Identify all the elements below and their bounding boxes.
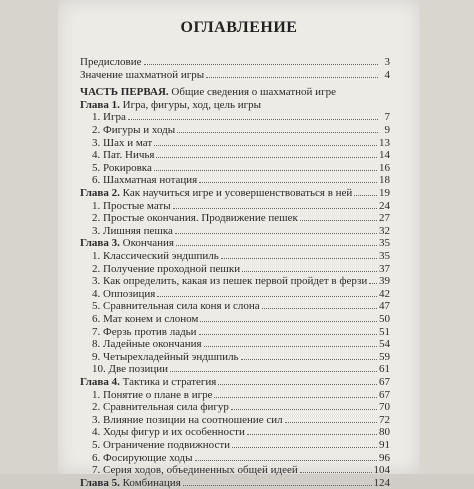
toc-page-number: 18	[379, 174, 390, 187]
toc-prefix: Глава 4.	[80, 376, 120, 388]
toc-item	[80, 338, 390, 350]
toc-label: 1. Простые маты	[92, 199, 171, 212]
toc-page-number: 42	[379, 287, 390, 300]
toc-item	[80, 326, 390, 338]
toc-label: 5. Сравнительная сила коня и слона	[92, 300, 260, 313]
toc-page-number: 37	[379, 262, 390, 275]
toc-page-number: 51	[379, 325, 390, 338]
toc-prefix: Глава 5.	[80, 476, 120, 489]
toc-label: 5. Ограничение подвижности	[92, 439, 231, 451]
toc-item	[80, 200, 390, 212]
toc-item	[80, 389, 390, 401]
toc-label	[80, 477, 181, 489]
toc-page-number: 27	[379, 212, 390, 225]
toc-label	[80, 86, 336, 98]
dot-leader	[156, 157, 377, 158]
toc-label: 3. Лишняя пешка	[92, 224, 173, 237]
page-title: ОГЛАВЛЕНИЕ	[180, 19, 298, 36]
toc-prefix: Глава 1.	[80, 98, 120, 111]
toc-label: 6. Мат конем и слоном	[92, 313, 199, 325]
toc-item	[80, 313, 390, 325]
dot-leader	[206, 77, 378, 78]
dot-leader	[199, 182, 377, 183]
dot-leader	[154, 145, 377, 146]
toc-item	[80, 250, 390, 262]
toc-label: Предисловие	[80, 56, 142, 68]
dot-leader	[354, 195, 377, 196]
toc-page-number: 35	[379, 250, 390, 262]
toc-label: 4. Оппозиция	[92, 287, 156, 300]
toc-page-number: 70	[379, 401, 390, 414]
toc-page-number: 24	[379, 199, 390, 212]
toc-label: Значение шахматной игры	[80, 68, 205, 81]
toc-page-number: 67	[379, 388, 390, 401]
toc-chapter	[80, 187, 390, 199]
toc-prefix: ЧАСТЬ ПЕРВАЯ.	[80, 86, 169, 99]
toc-label: 2. Фигуры и ходы	[92, 124, 176, 136]
toc-label: 10. Две позиции	[92, 363, 169, 376]
toc-part	[80, 86, 390, 98]
toc-title: Окончания	[119, 237, 174, 250]
toc-label	[80, 237, 174, 249]
toc-page-number: 32	[379, 224, 390, 237]
toc-page-number: 4	[384, 68, 390, 81]
dot-leader	[128, 119, 378, 120]
toc-item	[80, 212, 390, 224]
dot-leader	[242, 271, 377, 272]
toc-label: 3. Как определить, какая из пешек первой пройдет в ферзи	[92, 275, 368, 288]
dot-leader	[262, 308, 377, 309]
toc-label: 7. Ферзь против ладьи	[92, 325, 197, 338]
dot-leader	[285, 422, 377, 423]
dot-leader	[170, 371, 377, 372]
toc-label: 8. Ладейные окончания	[92, 338, 202, 351]
toc-label: 1. Понятие о плане в игре	[92, 388, 213, 401]
toc-label: 6. Шахматная нотация	[92, 174, 198, 187]
dot-leader	[144, 64, 379, 65]
toc-page-number: 7	[384, 111, 390, 124]
toc-item	[80, 414, 390, 426]
toc-page-number: 50	[379, 313, 390, 325]
toc-item	[80, 426, 390, 438]
dot-leader	[200, 321, 377, 322]
toc-label: 2. Простые окончания. Продвижение пешек	[92, 212, 298, 225]
toc-page-number: 91	[379, 439, 390, 451]
dot-leader	[154, 170, 377, 171]
toc-label: 4. Ходы фигур и их особенности	[92, 426, 245, 439]
toc-label: 1. Игра	[92, 111, 126, 124]
toc-prefix: Глава 3.	[80, 237, 120, 250]
toc-item	[80, 401, 390, 413]
toc-page-number: 13	[379, 136, 390, 149]
toc-page-number: 104	[373, 464, 390, 477]
dot-leader	[176, 245, 377, 246]
toc-page-number: 9	[384, 124, 390, 136]
toc-item	[80, 174, 390, 186]
dot-leader	[177, 132, 378, 133]
book-page	[58, 0, 420, 489]
toc-item	[80, 111, 390, 123]
toc-chapter	[80, 477, 390, 489]
dot-leader	[247, 434, 377, 435]
toc-label: 1. Классический эндшпиль	[92, 250, 219, 262]
toc-page-number: 59	[379, 350, 390, 363]
background-right	[420, 0, 474, 474]
toc-item	[80, 263, 390, 275]
toc-item	[80, 363, 390, 375]
toc-label: 3. Шах и мат	[92, 136, 153, 149]
dot-leader	[157, 296, 377, 297]
toc-label: 6. Фосирующие ходы	[92, 451, 193, 464]
toc-item	[80, 351, 390, 363]
toc-label: 9. Четырехладейный эндшпиль	[92, 350, 239, 363]
toc-item	[80, 439, 390, 451]
toc-page-number: 67	[379, 376, 390, 388]
toc-title: Комбинация	[119, 476, 181, 489]
toc-page-number: 39	[379, 275, 390, 288]
toc-label	[80, 99, 261, 111]
toc-label: 3. Влияние позиции на соотношение сил	[92, 413, 283, 426]
toc-page-number: 47	[379, 300, 390, 313]
toc-item	[80, 124, 390, 136]
toc-entry	[80, 56, 390, 68]
toc-label: 2. Получение проходной пешки	[92, 262, 241, 275]
toc-page-number: 14	[379, 149, 390, 162]
dot-leader	[195, 460, 377, 461]
toc-item	[80, 464, 390, 476]
toc-title: Игра, фигуры, ход, цель игры	[119, 98, 262, 111]
toc-label: 2. Сравнительная сила фигур	[92, 401, 229, 414]
toc-item	[80, 137, 390, 149]
toc-title: Как научиться игре и усовершенствоваться в ней	[119, 187, 353, 199]
toc-page-number: 80	[379, 426, 390, 439]
dot-leader	[214, 397, 377, 398]
toc-prefix: Глава 2.	[80, 187, 120, 199]
toc-title: Тактика и стратегия	[119, 376, 217, 388]
dot-leader	[369, 283, 377, 284]
toc-page-number: 124	[373, 476, 390, 489]
toc-chapter	[80, 237, 390, 249]
toc-item	[80, 275, 390, 287]
toc-entry	[80, 69, 390, 81]
toc-item	[80, 225, 390, 237]
dot-leader	[300, 472, 372, 473]
toc-item	[80, 149, 390, 161]
toc-chapter	[80, 99, 390, 111]
dot-leader	[300, 220, 377, 221]
toc-page-number: 72	[379, 413, 390, 426]
dot-leader	[231, 409, 377, 410]
dot-leader	[232, 447, 377, 448]
toc-item	[80, 162, 390, 174]
dot-leader	[199, 334, 377, 335]
toc-page-number: 19	[379, 187, 390, 199]
toc-chapter	[80, 376, 390, 388]
toc-label: 7. Серия ходов, объединенных общей идеей	[92, 464, 298, 477]
toc-label	[80, 187, 352, 199]
toc-label: 5. Рокировка	[92, 161, 152, 174]
toc-item	[80, 288, 390, 300]
toc-page-number: 96	[379, 451, 390, 464]
toc-title: Общие сведения о шахматной игре	[168, 86, 336, 99]
dot-leader	[218, 384, 377, 385]
dot-leader	[173, 208, 377, 209]
toc-page-number: 3	[384, 56, 390, 68]
toc-label: 4. Пат. Ничья	[92, 149, 155, 162]
dot-leader	[183, 485, 372, 486]
dot-leader	[221, 258, 377, 259]
dot-leader	[204, 346, 377, 347]
dot-leader	[241, 359, 377, 360]
toc-label	[80, 376, 216, 388]
toc-item	[80, 452, 390, 464]
toc-page-number: 61	[379, 363, 390, 376]
toc-item	[80, 300, 390, 312]
dot-leader	[175, 233, 377, 234]
background-left	[0, 0, 58, 474]
toc-page-number: 35	[379, 237, 390, 250]
toc-page-number: 54	[379, 338, 390, 351]
toc-page-number: 16	[379, 161, 390, 174]
